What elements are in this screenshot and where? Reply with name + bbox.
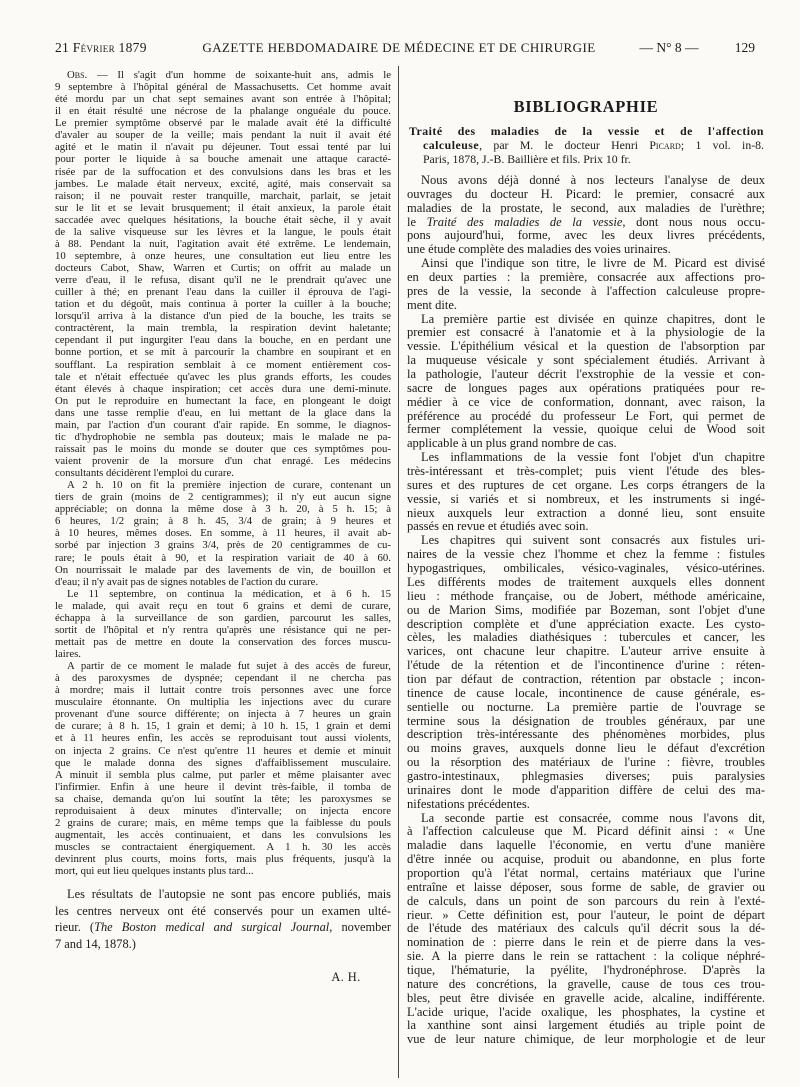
text-line: de curare; à 8 h. 15, 1 grain et demi; à 10 h. 15, 1 grain et demi	[55, 720, 391, 733]
text-line: On put le reproduire en humectant la face, en plongeant le doigt	[55, 394, 391, 407]
text-line: La seconde partie est consacrée, comme nous l'avons dit,	[421, 810, 765, 825]
text-line: ou moins graves, auxquels donne lieu le défaut d'excrétion	[407, 741, 765, 756]
text-line: applicable à un plus grand nombre de cas.	[407, 436, 617, 451]
text-line: On nourrissait le malade par des lavements de vin, de bouillon et	[55, 563, 391, 576]
text-line: en deux parties : la première, consacrée aux affections pro-	[407, 270, 765, 285]
text-line: contractèrent, la main trembla, la respiration devint haletante;	[55, 322, 391, 335]
text-line: sures et des ruptures de cet organe. Les corps étrangers de la	[407, 477, 765, 492]
paragraph	[55, 588, 391, 660]
text-run: ; 1 vol. in-8.	[680, 138, 764, 153]
text-line: 2 grains de curare; mais, en même temps que la faiblesse du pouls	[55, 816, 391, 829]
text-line: risée par de la suffocation et des convulsions dans les bras et les	[55, 165, 391, 178]
text-run: , par M. le docteur Henri	[479, 138, 650, 153]
paragraph	[407, 174, 765, 257]
text-line: appréciable; on donna la même dose à 3 h. 20, à 5 h. 15; à	[55, 503, 391, 516]
text-line: raissait pas le moins du monde se douter que ces symptômes pou-	[55, 442, 391, 455]
text-run: — Il s'agit d'un homme de soixante-huit ans, admis le	[87, 69, 391, 81]
text-line: vue de leur nature chimique, de leur morphologie et de leur	[407, 1032, 765, 1047]
text-line: nature des concrétions, la gravelle, cause de tous ces trou-	[407, 976, 765, 991]
text-line	[407, 216, 765, 230]
text-line: sortit de l'hôpital et n'y rentra qu'après une résistance qui ne per-	[55, 623, 391, 636]
text-line: verre d'eau, il le refusa, disant qu'il ne le prendrait qu'avec une	[55, 274, 391, 287]
paragraph	[55, 479, 391, 588]
text-line: 6 heures, 1/2 grain; à 8 h. 45, 3/4 de grain; à 9 heures et	[55, 515, 391, 528]
text-line: pons aujourd'hui, forme, avec les deux livres précédents,	[407, 228, 765, 243]
text-line: sie. A la pierre dans le rein se rattachent : la colique néphré-	[407, 949, 765, 964]
text-line: pres de la vessie, la seconde à l'affection calculeuse propre-	[407, 283, 765, 298]
paragraph	[407, 812, 765, 1048]
text-line: à 88. Pendant la nuit, l'agitation avait été extrême. Le lendemain,	[55, 237, 391, 250]
text-line: à mordre; mais il luttait contre trois personnes avec une force	[55, 684, 391, 697]
text-line: bonne portion, et se mit à parcourir la chambre en soupirant et en	[55, 346, 391, 359]
text-line: la muqueuse vésicale y sont spécialement étudiés. Arrivant à	[407, 353, 765, 368]
text-line: provenant d'une source différente; on injecta à 7 heures un grain	[55, 708, 391, 721]
text-line: La première partie est divisée en quinze chapitres, dont le	[421, 311, 765, 326]
text-line: tation et du dégoût, mais continua à porter la cuiller à la bouche;	[55, 298, 391, 311]
text-line: Les chapitres qui suivent sont consacrés aux fistules uri-	[421, 533, 765, 548]
text-line: sur le lit et se levait brusquement; il était anxieux, la parole était	[55, 201, 391, 214]
text-line: consultants décidèrent l'emploi du curare.	[55, 467, 234, 480]
text-line: sacre de longues pages aux opérations pratiquées pour re-	[407, 380, 765, 395]
text-line: Ainsi que l'indique son titre, le livre de M. Picard est divisé	[421, 256, 765, 271]
text-line: devinrent plus courts, moins forts, mais plus fréquents, jusqu'à la	[55, 853, 391, 866]
text-line: tion par défaut de contraction, rétention par obstacle ; incon-	[407, 671, 765, 686]
text-line: premier est consacré à l'anatomie et à la physiologie de la	[407, 325, 765, 340]
text-line: Le premier symptôme observé par le malade avait été la difficulté	[55, 117, 391, 130]
text-run: le	[407, 214, 427, 229]
text-line: cuiller à thé; en prenant l'eau dans la cuiller il éprouva de l'agi-	[55, 286, 391, 299]
text-line: description complète et d'une appréciation exacte. Les cysto-	[407, 616, 765, 631]
text-line: agité et le matin il n'avait pu déjeuner. Tout essai tenté par lui	[55, 141, 391, 154]
text-line: Les différents modes de traitement auxquels elles donnent	[407, 574, 765, 589]
text-line: entraîne et laisse déposer, sous forme de sable, de gravier ou	[407, 879, 765, 894]
issue-date: 21 Février 1879	[55, 40, 147, 55]
text-line: l'infirmier. Enfin à une heure il devint très-faible, il tomba de	[55, 780, 391, 793]
text-line: Les inflammations de la vessie font l'objet d'un chapitre	[421, 450, 765, 465]
paragraph	[409, 124, 764, 167]
text-line: tiers de grain (moins de 2 centigrammes); il n'y eut aucun signe	[55, 491, 391, 504]
text-line: musculaire étonnante. On multiplia les injections avec du curare	[55, 696, 391, 709]
text-line: ou de Marion Sims, modifiée par Bozeman, sont l'objet d'une	[407, 602, 765, 617]
journal-title: GAZETTE HEBDOMADAIRE DE MÉDECINE ET DE CHIRURGIE	[202, 40, 596, 55]
text-line: l'étude de la rétention et de l'incontinence d'urine : réten-	[407, 658, 765, 673]
text-line: termine sous la désignation de troubles généraux, par une	[407, 713, 765, 728]
text-line: nieux auxquels leur extraction a donné lieu, sont ensuite	[407, 505, 765, 520]
text-line: nifestations précédentes.	[407, 796, 530, 811]
text-line: tale et n'était effectuée qu'avec les plus grands efforts, les coudes	[55, 370, 391, 383]
text-line: jambes. Le malade était nerveux, excité, agité, mais conservait sa	[55, 177, 391, 190]
paragraph	[55, 886, 391, 952]
book-entry	[409, 124, 764, 167]
paragraph	[55, 660, 391, 877]
text-line: augmentait, les accès continuaient, et dans les convulsions les	[55, 828, 391, 841]
text-line: la xanthine sont ainsi largement étudiés au triple point de	[407, 1018, 765, 1033]
text-run: , november	[329, 920, 391, 935]
text-line: que le malade donna des signes d'affaiblissement musculaire.	[55, 756, 391, 769]
text-run: rieur. (	[55, 920, 95, 935]
text-line: maladie dans laquelle l'économie, en vertu d'une manière	[407, 838, 765, 853]
paragraph	[407, 451, 765, 534]
text-line: cèles, les maladies diathésiques : tubercules et cancer, les	[407, 630, 765, 645]
book-review	[407, 174, 765, 1047]
text-line: médier à ce vice de conformation, donnant, avec raison, la	[407, 394, 765, 409]
text-line: Nous avons déjà donné à nos lecteurs l'analyse de deux	[421, 173, 765, 187]
text-line: bles, peut être divisée en gravelle acide, alcaline, indifférente.	[407, 990, 765, 1005]
text-line: A minuit il sembla plus calme, put parler et même plaisanter avec	[55, 768, 391, 781]
text-line: raison; il ne pouvait rester tranquille, marchait, parlait, se jetait	[55, 189, 391, 202]
text-line: proportion qu'à l'état normal, certains matériaux que l'urine	[407, 865, 765, 880]
text-line: mort, qui eut lieu quelques instants plus tard...	[55, 865, 254, 878]
text-line: dans une tasse remplie d'eau, en lui mettant de la glace dans la	[55, 406, 391, 419]
text-line: mettait pas de mettre en doute la conservation des forces muscu-	[55, 635, 391, 648]
closing-paragraph	[55, 886, 391, 952]
text-line: saccadée avec quelques hésitations, la bouche était sèche, il y avait	[55, 213, 391, 226]
text-line: A partir de ce moment le malade fut sujet à des accès de fureur,	[67, 660, 391, 673]
smallcaps-text: Picard	[649, 138, 681, 153]
text-line: L'acide urique, l'acide oxalique, les phosphates, la cystine et	[407, 1004, 765, 1019]
text-line: échappa à la surveillance de son gardien, parcourut les salles,	[55, 611, 391, 624]
text-line: Le 11 septembre, on continua la médication, et à 6 h. 15	[67, 587, 391, 600]
text-line: laires.	[55, 648, 81, 660]
text-line	[409, 138, 764, 152]
column-divider	[398, 66, 399, 1078]
text-line: varices, ont chacune leur chapitre. L'auteur arrive ensuite à	[407, 644, 765, 659]
text-line: il en était résulté une nécrose de la phalange onguéale du pouce.	[55, 105, 391, 118]
text-line: muscles se contractaient énergiquement. A 1 h. 30 les accès	[55, 841, 391, 853]
text-line	[409, 124, 764, 138]
text-line: le malade, qui avait reçu en tout 6 grains et demi de curare,	[55, 599, 391, 612]
text-line: une étude complète des maladies des voies urinaires.	[407, 242, 671, 257]
issue-number: — N° 8 —	[639, 40, 699, 55]
text-line: vaient provenir de la morsure d'un chat enragé. Les médecins	[55, 455, 391, 467]
text-line: à 10 heures, mêmes doses. En somme, à 11 heures, il avait ab-	[55, 527, 391, 540]
text-line	[55, 919, 391, 936]
smallcaps-text: Obs.	[67, 69, 88, 81]
text-line: étant élevés à chaque inspiration; cet accès dura une demi-minute.	[55, 382, 391, 395]
italic-text: Traité des maladies de la vessie	[426, 214, 623, 229]
text-line: rieur. » Cette définition est, pour l'auteur, le point de départ	[407, 907, 765, 922]
text-line: de la salive visqueuse sur les lèvres et la langue, le pouls était	[55, 225, 391, 238]
text-line: les centres nerveux ont été conservés pour un examen ulté-	[55, 903, 391, 918]
text-line: soufflant. La respiration semblait à ce moment entièrement cos-	[55, 358, 391, 371]
text-line: maladies de la prostate, le second, aux maladies de l'urèthre;	[407, 200, 765, 215]
bold-text: Traité des maladies de la vessie et de l'affection	[409, 124, 764, 138]
text-line: hypogastriques, ombilicales, vésico-vaginales, vésico-utérines.	[407, 561, 765, 576]
text-line: la pathologie, l'auteur décrit l'exstrophie de la vessie et con-	[407, 367, 765, 382]
page-number: 129	[734, 40, 755, 55]
text-line: description très-intéressante des phénomènes morbides, plus	[407, 727, 765, 742]
text-line: tic d'hydrophobie ne sembla pas douteux; mais le malade ne pa-	[55, 430, 391, 443]
text-line: et à 11 heures enfin, les accès se reproduisant tout aussi violents,	[55, 732, 391, 745]
text-line: sorbé par injection 3 grains 3/4, près de 20 centigrammes de cu-	[55, 539, 391, 552]
text-line: on injecta 2 grains. Ce n'est qu'entre 11 heures et demie et minuit	[55, 744, 391, 757]
text-line: ou la résorption des matériaux de l'urine : fièvre, troubles	[407, 755, 765, 770]
case-report	[55, 69, 391, 877]
text-line: à l'affection calculeuse que M. Picard définit ainsi : « Une	[407, 824, 765, 839]
text-line: sentielle ou nocturne. La première partie de l'ouvrage se	[407, 699, 765, 714]
text-line: très-intéressant et très-complet; puis vient l'étude des bles-	[407, 464, 765, 479]
text-line: de calculs, dans un point de son parcours du rein à l'exté-	[407, 893, 765, 908]
author-signature: A. H.	[331, 970, 361, 984]
paragraph	[407, 313, 765, 452]
text-line: Les résultats de l'autopsie ne sont pas encore publiés, mais	[67, 887, 391, 901]
text-line: urinaires dont le mode d'apparition diffère de celui des ma-	[407, 782, 765, 797]
paragraph	[407, 257, 765, 312]
text-line: naires de la vessie chez l'homme et chez la femme : fistules	[407, 547, 765, 562]
paragraph	[55, 69, 391, 479]
text-line: gastro-intestinaux, phlegmasies diverses; puis paralysies	[407, 768, 765, 783]
text-line: 9 septembre à l'hôpital général de Massachusetts. Cet homme avait	[55, 81, 391, 94]
text-line: été mordu par un chat sept semaines avant son entrée à l'hôpital;	[55, 93, 391, 106]
text-line: cependant il put ingurgiter l'eau dans la bouche, en en perdant une	[55, 334, 391, 347]
text-line: sa chaise, demanda qu'on lui soutînt la tête; les paroxysmes se	[55, 792, 391, 805]
text-line: tinence de cause locale, incontinence de cause générale, es-	[407, 685, 765, 700]
section-title: BIBLIOGRAPHIE	[513, 97, 659, 116]
text-line: tique, l'hématurie, la pyélite, l'hydronéphrose. D'après la	[407, 962, 765, 977]
text-line: de l'étude des matériaux des calculs qu'il décrit sous la dé-	[407, 921, 765, 936]
text-line: A 2 h. 10 on fit la première injection de curare, contenant un	[67, 479, 391, 492]
italic-text: The Boston medical and surgical Journal	[94, 920, 330, 935]
text-line: 10 septembre, à onze heures, une consultation eut lieu entre les	[55, 249, 391, 262]
text-line: reproduisaient à deux minutes d'intervalle; on injecta encore	[55, 804, 391, 817]
text-line: Paris, 1878, J.-B. Baillière et fils. Prix 10 fr.	[423, 152, 631, 167]
text-line: ment dite.	[407, 297, 457, 312]
text-line: 7 and 14, 1878.)	[55, 936, 136, 951]
text-line: préférence au procédé du professeur Le Fort, qui permet de	[407, 408, 765, 423]
text-line: fermer complétement la vessie, quoique celui de Wood soit	[407, 422, 765, 437]
text-line: vessie, si variés et si nombreux, et les instruments si ingé-	[407, 491, 765, 506]
text-line: pour porter le liquide à sa bouche amenait une attaque caracté-	[55, 153, 391, 166]
bold-text: calculeuse	[423, 138, 480, 153]
text-line: main, par l'action d'un courant d'air rapide. En somme, le diagnos-	[55, 418, 391, 431]
text-line	[55, 69, 391, 81]
text-line: rare; le pouls était à 90, et la respiration variait de 40 à 60.	[55, 551, 391, 564]
text-line: vessie. L'épithélium vésical et la question de l'absorption par	[407, 339, 765, 354]
text-line: nomination de : pierre dans le rein et de pierre dans la ves-	[407, 935, 765, 950]
text-line: d'eau; il n'y avait pas de signes notables de l'action du curare.	[55, 575, 319, 588]
paragraph	[407, 534, 765, 811]
text-line: lieu : méthode française, ou de Jobert, méthode américaine,	[407, 588, 765, 603]
text-run: , dont nous nous occu-	[622, 214, 765, 229]
text-line: d'avaler au souper de la veille; mais pendant la nuit il avait été	[55, 129, 391, 142]
text-line: lorsqu'il arriva à la distance d'un pied de la bouche, les traits se	[55, 310, 391, 323]
text-line: ouvrages du docteur H. Picard: le premier, consacré aux	[407, 186, 765, 201]
text-line: docteurs Cabot, Shaw, Warren et Curtis; on offrit au malade un	[55, 262, 391, 274]
text-line: d'être innée ou acquise, produit ou abandonne, en plus forte	[407, 852, 765, 867]
text-line: à des paroxysmes de dyspnée; cependant il ne chercha pas	[55, 672, 391, 685]
text-line: passés en revue et étudiés avec soin.	[407, 519, 589, 534]
